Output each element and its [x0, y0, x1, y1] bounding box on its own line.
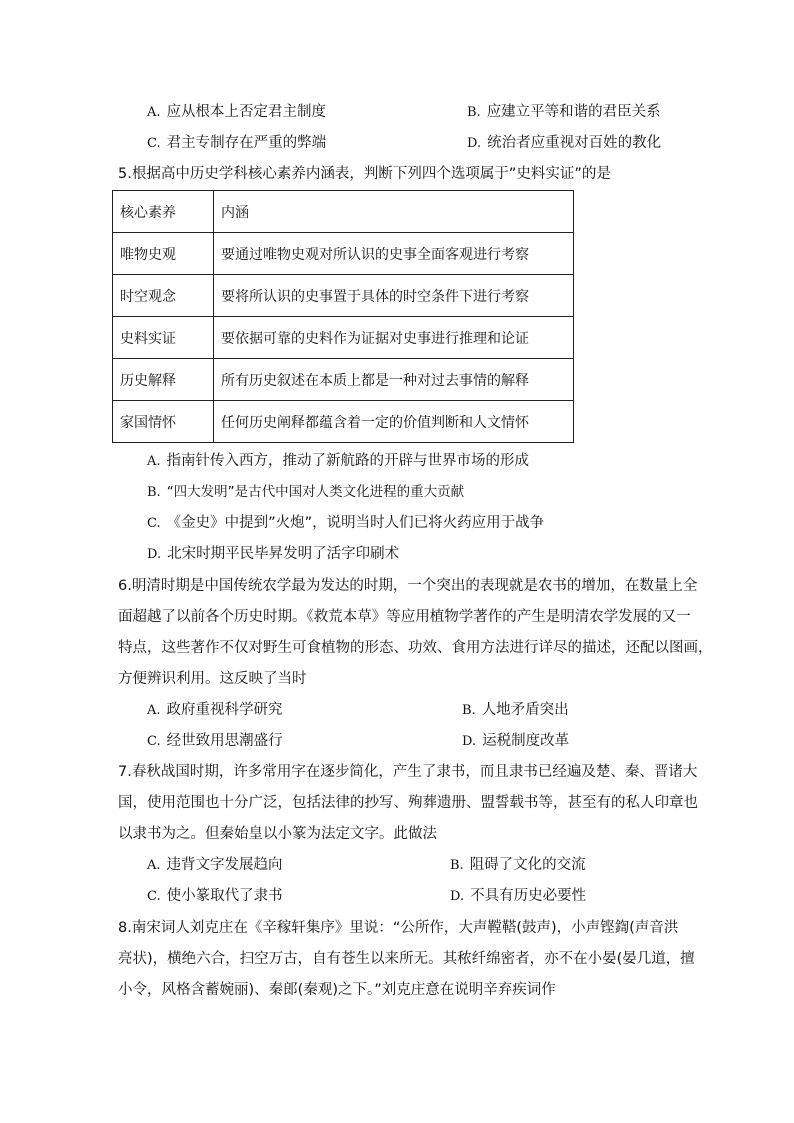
table-cell: 唯物史观 [113, 233, 214, 275]
q6-stem-line: 特点，这些著作不仅对野生可食植物的形态、功效、食用方法进行详尽的描述，还配以图画， [118, 640, 713, 656]
q5-option-d: D. 北宋时期平民毕昇发明了活字印刷术 [147, 546, 400, 562]
q8-stem-line: 亮状)，横绝六合，扫空万古，自有苍生以来所无。其秾纤绵密者，亦不在小晏(晏几道，擅 [118, 951, 695, 967]
q7-stem-line: 7.春秋战国时期，许多常用字在逐步简化，产生了隶书，而且隶书已经遍及楚、秦、晋诸大 [118, 764, 698, 780]
table-header-cell: 内涵 [214, 191, 574, 233]
table-cell: 史料实证 [113, 317, 214, 359]
table-row [113, 359, 574, 401]
table-cell: 要将所认识的史事置于具体的时空条件下进行考察 [214, 275, 574, 317]
q5-stem: 5.根据高中历史学科核心素养内涵表，判断下列四个选项属于”史料实证”的是 [118, 166, 611, 182]
table-row [113, 233, 574, 275]
table-cell: 所有历史叙述在本质上都是一种对过去事情的解释 [214, 359, 574, 401]
table-header-row [113, 191, 574, 233]
q8-stem-line: 小令，风格含蓄婉丽)、秦郎(秦观)之下。”刘克庄意在说明辛弃疾词作 [118, 982, 556, 998]
q6-stem-line: 6.明清时期是中国传统农学最为发达的时期，一个突出的表现就是农书的增加，在数量上全 [118, 578, 698, 594]
q6-option-c: C. 经世致用思潮盛行 [147, 733, 283, 749]
core-literacy-table [112, 190, 574, 443]
table-row [113, 275, 574, 317]
q7-stem-line: 以隶书为之。但秦始皇以小篆为法定文字。此做法 [118, 826, 437, 842]
q6-option-b: B. 人地矛盾突出 [462, 702, 569, 718]
q7-option-c: C. 使小篆取代了隶书 [147, 888, 283, 904]
table-cell: 要依据可靠的史料作为证据对史事进行推理和论证 [214, 317, 574, 359]
q6-stem-line: 方便辨识利用。这反映了当时 [118, 671, 307, 687]
q4-option-c: C. 君主专制存在严重的弊端 [147, 135, 327, 151]
table-cell: 历史解释 [113, 359, 214, 401]
q7-stem-line: 国，使用范围也十分广泛，包括法律的抄写、殉葬遗册、盟誓载书等，甚至有的私人印章也 [118, 795, 698, 811]
q7-option-a: A. 违背文字发展趋向 [147, 857, 283, 873]
q8-stem-line: 8.南宋词人刘克庄在《辛稼轩集序》里说：“公所作，大声鞺鞳(鼓声)，小声铿鍧(声音洪 [118, 920, 679, 936]
q5-option-c: C. 《金史》中提到”火炮”，说明当时人们已将火药应用于战争 [147, 515, 545, 531]
table-cell: 时空观念 [113, 275, 214, 317]
table-row [113, 401, 574, 443]
q7-option-b: B. 阻碍了文化的交流 [450, 857, 586, 873]
q4-option-a: A. 应从根本上否定君主制度 [147, 104, 327, 120]
table-cell: 家国情怀 [113, 401, 214, 443]
table-cell: 任何历史阐释都蕴含着一定的价值判断和人文情怀 [214, 401, 574, 443]
table-header-cell: 核心素养 [113, 191, 214, 233]
q6-stem-line: 面超越了以前各个历史时期。《救荒本草》等应用植物学著作的产生是明清农学发展的又一 [118, 609, 691, 625]
q4-option-b: B. 应建立平等和谐的君臣关系 [467, 104, 661, 120]
q6-option-a: A. 政府重视科学研究 [147, 702, 283, 718]
q5-option-b: B. “四大发明”是古代中国对人类文化进程的重大贡献 [147, 484, 465, 500]
q4-option-d: D. 统治者应重视对百姓的教化 [467, 135, 662, 151]
table-cell: 要通过唯物史观对所认识的史事全面客观进行考察 [214, 233, 574, 275]
table-row [113, 317, 574, 359]
q7-option-d: D. 不具有历史必要性 [450, 888, 587, 904]
q6-option-d: D. 运税制度改革 [462, 733, 570, 749]
q5-option-a: A. 指南针传入西方，推动了新航路的开辟与世界市场的形成 [147, 453, 530, 469]
